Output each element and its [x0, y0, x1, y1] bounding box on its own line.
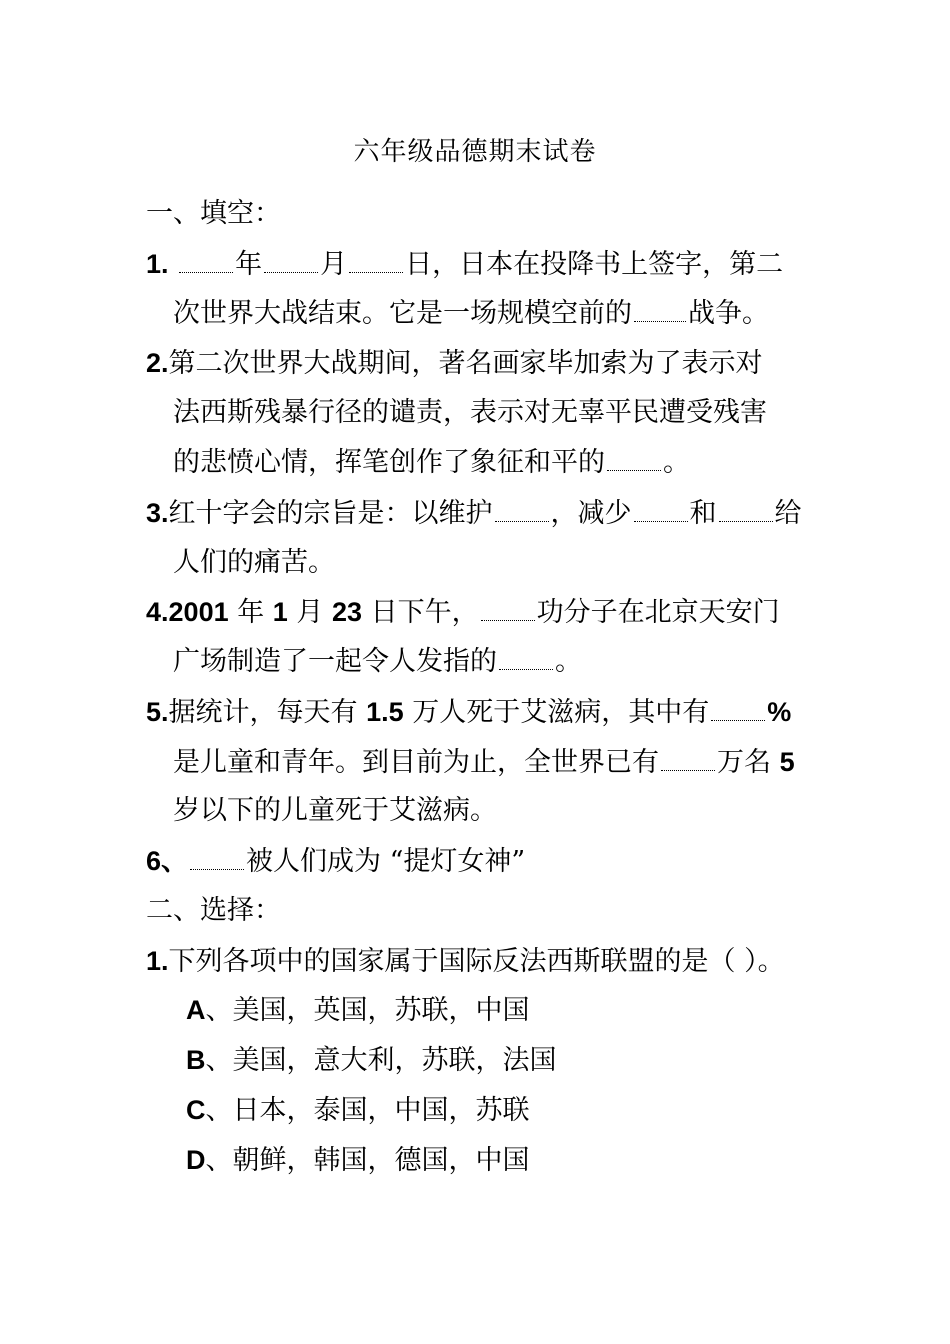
answer-blank[interactable] — [634, 320, 686, 322]
answer-blank[interactable] — [481, 619, 535, 621]
option-text: 、朝鲜，韩国，德国，中国 — [205, 1145, 530, 1176]
option-text: 、日本，泰国，中国，苏联 — [205, 1095, 530, 1126]
answer-blank[interactable] — [495, 520, 549, 522]
question-text: 年 — [235, 249, 263, 280]
answer-blank[interactable] — [634, 520, 688, 522]
option-c[interactable] — [186, 1090, 530, 1131]
question-4-line-1 — [146, 592, 780, 633]
question-text: 据统计，每天有 — [168, 697, 367, 728]
question-number: 1. — [146, 946, 169, 976]
option-text: 、美国，意大利，苏联，法国 — [205, 1045, 557, 1076]
question-text: 日，日本在投降书上签字，第二 — [405, 249, 784, 280]
question-text: 广场制造了一起令人发指的 — [173, 646, 497, 677]
option-a[interactable] — [186, 990, 530, 1031]
option-text: 、美国，英国，苏联，中国 — [205, 995, 530, 1026]
question-5-line-1 — [146, 692, 791, 733]
question-3-line-2: 人们的痛苦。 — [173, 547, 335, 578]
question-3-line-1 — [146, 493, 802, 534]
question-1-line-1 — [146, 244, 783, 285]
question-4-line-2 — [173, 642, 582, 682]
question-number: 2. — [146, 348, 169, 378]
question-text: 被人们成为 “提灯女神” — [246, 846, 526, 877]
answer-blank[interactable] — [607, 469, 661, 471]
question-text: 年 — [228, 597, 273, 628]
answer-blank[interactable] — [264, 271, 318, 273]
option-letter: B — [186, 1045, 206, 1075]
answer-blank[interactable] — [499, 668, 553, 670]
question-number: 6、 — [146, 846, 189, 876]
day-value: 23 — [331, 597, 363, 627]
question-5-line-3: 岁以下的儿童死于艾滋病。 — [173, 795, 497, 826]
question-number: 3. — [146, 498, 169, 528]
question-1-line-2 — [173, 294, 769, 334]
question-text: 。 — [555, 646, 582, 677]
question-text: 和 — [689, 498, 717, 529]
question-text: 万名 — [717, 747, 780, 778]
question-number: 5. — [146, 697, 169, 727]
option-d[interactable] — [186, 1140, 530, 1181]
question-text: 月 — [287, 597, 332, 628]
question-6-line-1 — [146, 841, 525, 882]
question-text: 万人死于艾滋病，其中有 — [403, 697, 710, 728]
option-letter: D — [186, 1145, 206, 1175]
option-b[interactable] — [186, 1040, 557, 1081]
question-text: 日下午， — [362, 597, 479, 628]
answer-blank[interactable] — [349, 271, 403, 273]
question-text: 月 — [320, 249, 348, 280]
question-number: 4. — [146, 597, 169, 627]
question-text: 红十字会的宗旨是：以维护 — [168, 498, 493, 529]
month-value: 1 — [272, 597, 288, 627]
question-text: 战争。 — [688, 298, 769, 329]
question-text: 下列各项中的国家属于国际反法西斯联盟的是（ ）。 — [168, 946, 785, 977]
choice-question-1 — [146, 941, 785, 982]
answer-blank[interactable] — [179, 271, 233, 273]
year-value: 2001 — [168, 597, 229, 627]
question-2-line-3 — [173, 443, 690, 483]
question-text: 功分子在北京天安门 — [536, 597, 780, 628]
answer-blank[interactable] — [711, 719, 765, 721]
option-letter: A — [186, 995, 206, 1025]
age-value: 5 — [779, 747, 795, 777]
question-text: 。 — [663, 447, 690, 478]
exam-title: 六年级品德期末试卷 — [353, 137, 597, 167]
answer-blank[interactable] — [190, 868, 244, 870]
question-5-line-2 — [173, 742, 795, 783]
answer-blank[interactable] — [719, 520, 773, 522]
question-text: 是儿童和青年。到目前为止，全世界已有 — [173, 747, 659, 778]
question-text: 给 — [774, 498, 802, 529]
count-value: 1.5 — [366, 697, 404, 727]
percent-sign: % — [767, 697, 792, 727]
option-letter: C — [186, 1095, 206, 1125]
question-2-line-1 — [146, 343, 763, 384]
question-text: 的悲愤心情，挥笔创作了象征和平的 — [173, 447, 605, 478]
question-text: 第二次世界大战期间，著名画家毕加索为了表示对 — [168, 348, 763, 379]
question-text: 次世界大战结束。它是一场规模空前的 — [173, 298, 632, 329]
answer-blank[interactable] — [661, 769, 715, 771]
section2-heading: 二、选择： — [146, 895, 281, 926]
question-text: ，减少 — [550, 498, 632, 529]
section1-heading: 一、填空： — [146, 198, 281, 229]
question-number: 1. — [146, 249, 169, 279]
question-2-line-2: 法西斯残暴行径的谴责，表示对无辜平民遭受残害 — [173, 397, 767, 428]
